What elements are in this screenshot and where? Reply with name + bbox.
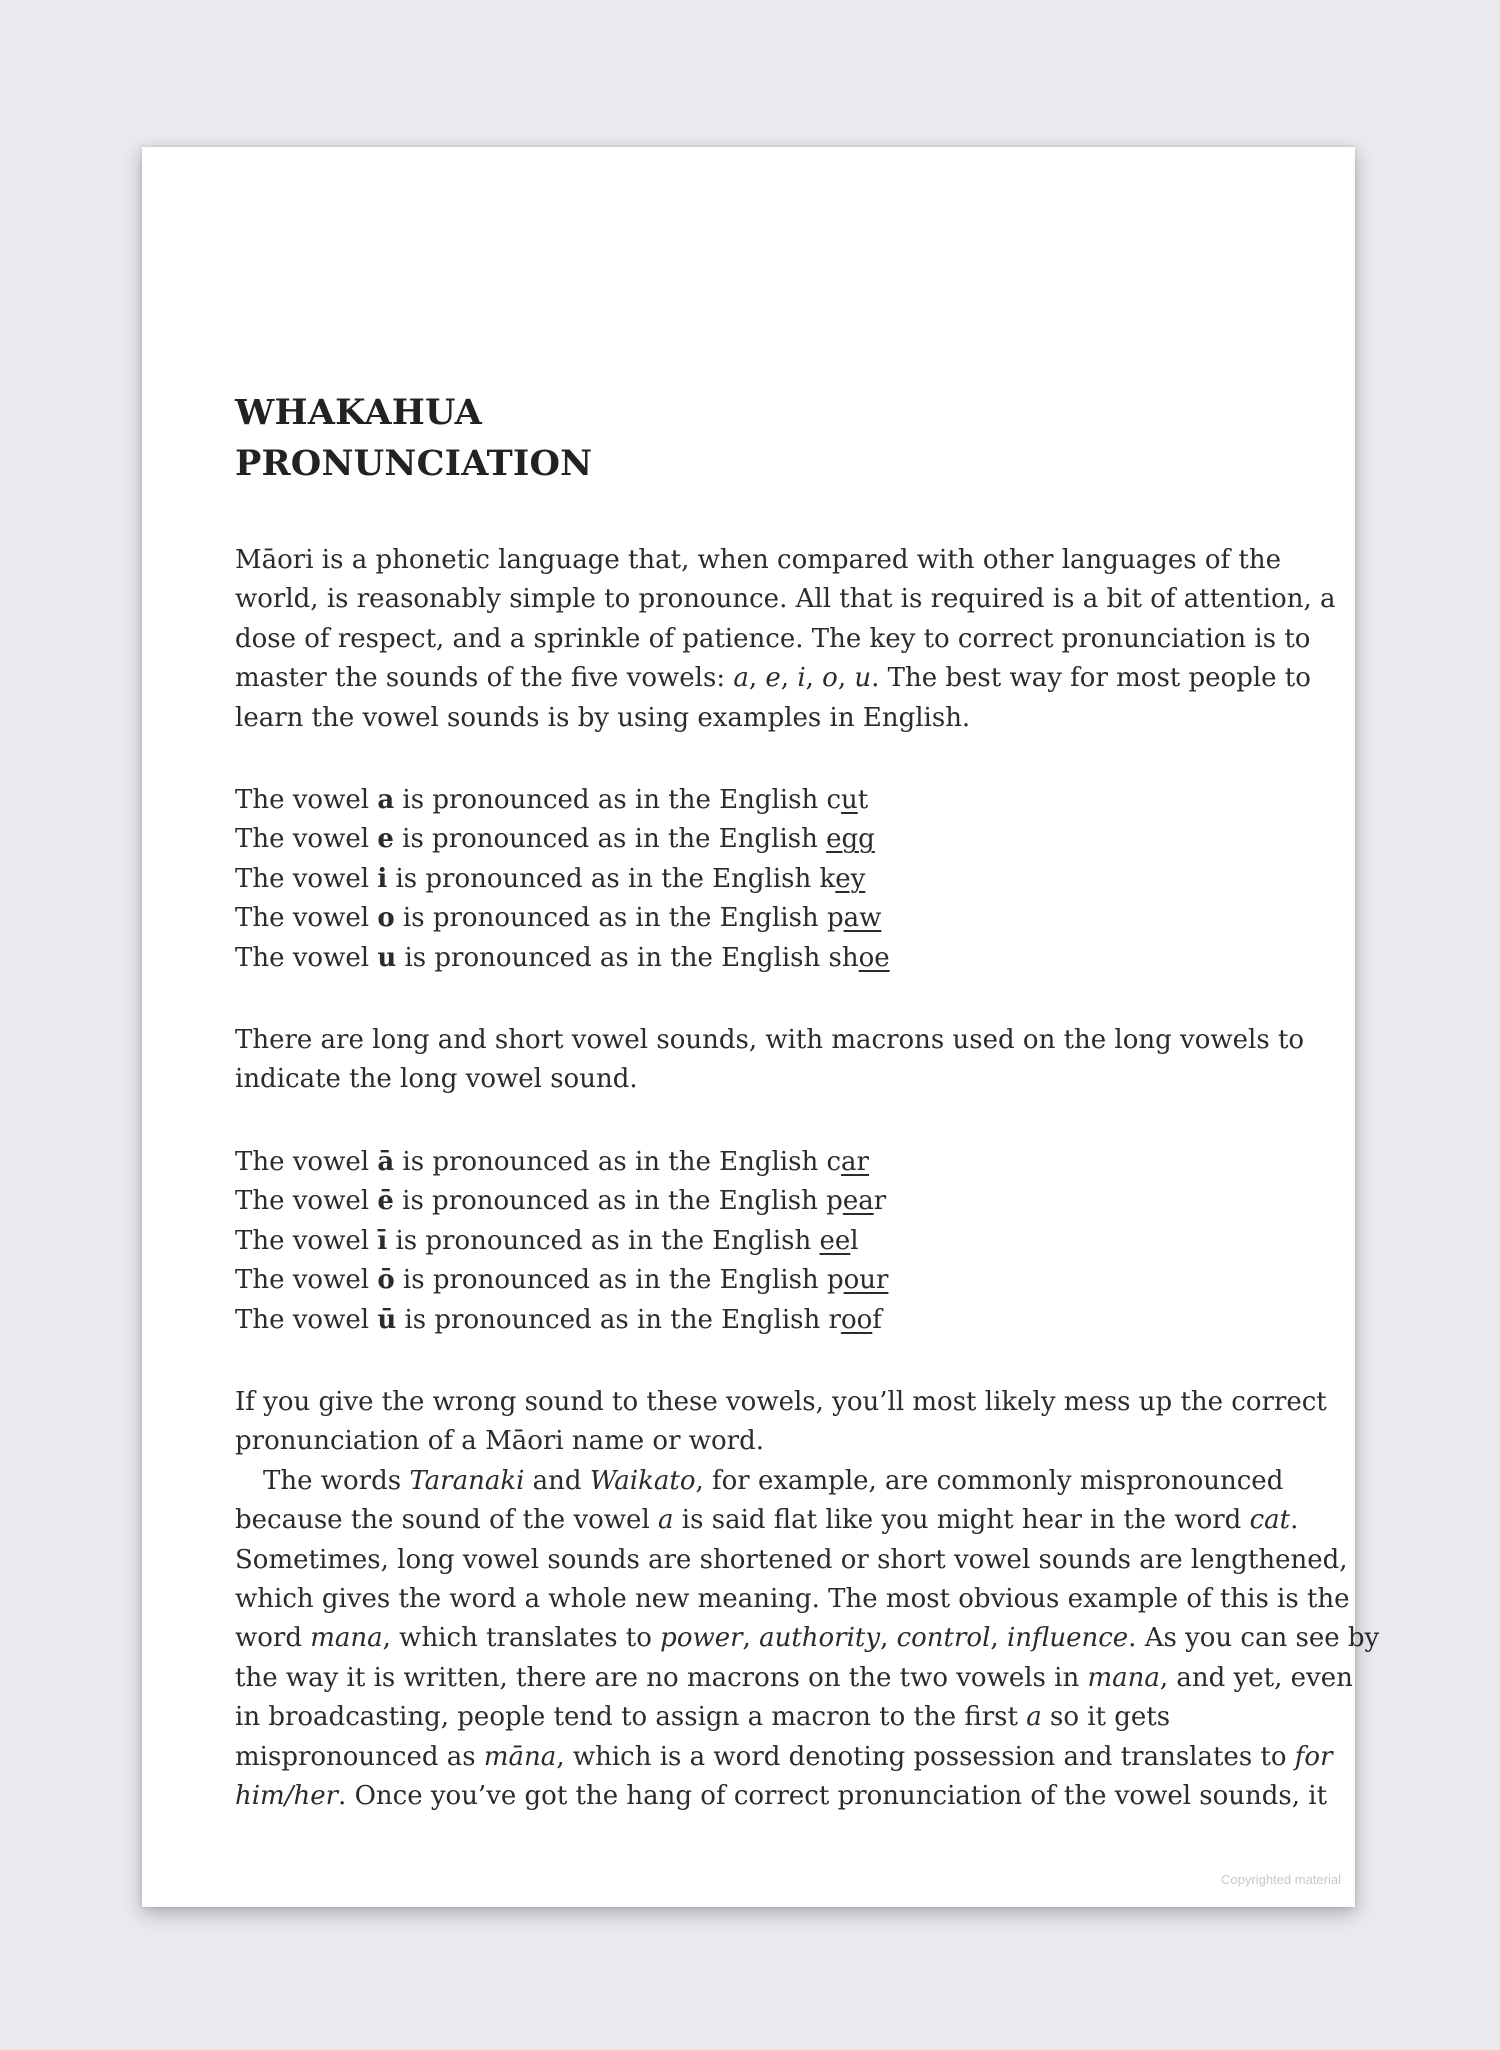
text-span: word [235, 1623, 311, 1654]
text-span: . The best way for most people to [871, 663, 1311, 694]
italic-word: control [896, 1623, 991, 1654]
text-span: is pronounced as in the English [393, 1186, 827, 1217]
text-line: Sometimes, long vowel sounds are shortened or short vowel sounds are lengthened, [235, 1544, 1348, 1575]
example-prefix: k [819, 863, 836, 894]
example-underlined: ee [819, 1225, 851, 1256]
example-underlined: oe [858, 942, 890, 973]
italic-word: māna [483, 1741, 557, 1772]
long-vowel-list [235, 1143, 1265, 1340]
text-span: . [1290, 1505, 1299, 1536]
italic-word: for [1294, 1741, 1333, 1772]
text-span: The vowel [235, 1146, 378, 1177]
long-vowel-intro [235, 1021, 1305, 1100]
text-line: world, is reasonably simple to pronounce. All that is required is a bit of attention, a [235, 584, 1336, 615]
example-prefix: p [826, 1265, 844, 1296]
text-span: The vowel [235, 1304, 378, 1335]
text-span: , [880, 1623, 897, 1654]
page-title [235, 387, 1265, 489]
text-span: because the sound of the vowel [235, 1505, 659, 1536]
text-span: The vowel [235, 942, 378, 973]
italic-word: influence [1006, 1623, 1129, 1654]
vowel-line [235, 781, 1265, 820]
text-line: learn the vowel sounds is by using examples in English. [235, 702, 971, 733]
italic-word: Waikato [589, 1465, 696, 1496]
text-line: dose of respect, and a sprinkle of patience. The key to correct pronunciation is to [235, 623, 1311, 654]
text-span: mispronounced as [235, 1741, 484, 1772]
example-underlined: u [841, 785, 858, 816]
vowel-italic: u [854, 663, 872, 694]
text-span: . Once you’ve got the hang of correct pronunciation of the vowel sounds, it [338, 1780, 1328, 1811]
italic-word: him/her [235, 1780, 339, 1811]
italic-word: a [1026, 1702, 1042, 1733]
text-span: The vowel [235, 824, 378, 855]
example-prefix: r [828, 1304, 841, 1335]
copyright-watermark: Copyrighted material [1221, 1872, 1341, 1887]
text-span: The vowel [235, 1186, 378, 1217]
vowel-bold: a [377, 785, 395, 816]
italic-word: Taranaki [409, 1465, 525, 1496]
text-line [235, 1777, 1328, 1816]
text-span: is pronounced as in the English [394, 1265, 827, 1296]
text-span: is pronounced as in the English [387, 863, 820, 894]
text-span: in broadcasting, people tend to assign a macron to the first [235, 1702, 1027, 1733]
closing-paragraphs [235, 1383, 1380, 1816]
text-span: is pronounced as in the English [394, 1146, 827, 1177]
text-line: There are long and short vowel sounds, with macrons used on the long vowels to [235, 1025, 1305, 1056]
text-line: which gives the word a whole new meaning. The most obvious example of this is the [235, 1583, 1350, 1614]
text-span: The vowel [235, 1265, 378, 1296]
vowel-line [235, 899, 1265, 938]
vowel-line [235, 1222, 1265, 1261]
title-line-2: PRONUNCIATION [235, 443, 593, 484]
text-span: is said flat like you might hear in the word [673, 1505, 1250, 1536]
example-underlined: our [843, 1265, 889, 1296]
text-line: indicate the long vowel sound. [235, 1064, 638, 1095]
book-page [142, 147, 1380, 1907]
example-prefix: c [826, 1146, 842, 1177]
example-underlined: ea [842, 1186, 874, 1217]
text-span: The vowel [235, 903, 378, 934]
example-underlined: ar [841, 1146, 869, 1177]
text-line [235, 1462, 1284, 1501]
vowel-bold: o [377, 903, 395, 934]
text-line: Māori is a phonetic language that, when compared with other languages of the [235, 545, 1281, 575]
page-content [235, 387, 1380, 1816]
vowel-bold: u [377, 942, 397, 973]
vowel-bold: ē [377, 1186, 394, 1217]
italic-word: mana [1087, 1662, 1160, 1693]
vowel-line [235, 1143, 1265, 1182]
vowel-italic: e [765, 663, 781, 694]
text-span: . As you can see by [1128, 1623, 1380, 1654]
text-span: is pronounced as in the English [393, 824, 827, 855]
text-span: , [990, 1623, 1007, 1654]
short-vowel-list [235, 781, 1265, 978]
intro-paragraph [235, 541, 1336, 738]
example-prefix: p [826, 903, 844, 934]
text-span: is pronounced as in the English [396, 942, 829, 973]
text-line [235, 1501, 1299, 1540]
text-span: is pronounced as in the English [387, 1225, 820, 1256]
text-span: and [524, 1465, 590, 1496]
vowel-line [235, 1261, 1265, 1300]
example-suffix: f [872, 1304, 882, 1335]
text-span: so it gets [1041, 1702, 1171, 1733]
vowel-italic: o [822, 663, 838, 694]
vowel-line [235, 860, 1265, 899]
vowel-bold: ī [377, 1225, 388, 1256]
vowel-line [235, 1301, 1265, 1340]
text-span: , which translates to [382, 1623, 661, 1654]
text-line [235, 1698, 1265, 1737]
italic-word: a [658, 1505, 674, 1536]
vowel-bold: ū [377, 1304, 397, 1335]
example-suffix: r [873, 1186, 887, 1217]
example-underlined: egg [826, 824, 875, 855]
italic-word: cat [1249, 1505, 1291, 1536]
example-prefix: c [826, 785, 842, 816]
example-prefix: sh [828, 942, 859, 973]
italic-word: mana [310, 1623, 383, 1654]
text-span: is pronounced as in the English [394, 785, 827, 816]
text-line: pronunciation of a Māori name or word. [235, 1426, 765, 1457]
vowel-italic: i [797, 663, 806, 694]
text-span: The words [263, 1465, 410, 1496]
text-span: , and yet, even [1159, 1662, 1353, 1693]
vowel-italic: a [733, 663, 749, 694]
text-span: , which is a word denoting possession and translates to [556, 1741, 1295, 1772]
vowel-line [235, 820, 1265, 859]
text-span: is pronounced as in the English [396, 1304, 829, 1335]
italic-word: authority [759, 1623, 881, 1654]
text-span: the way it is written, there are no macrons on the two vowels in [235, 1662, 1088, 1693]
example-underlined: ey [835, 863, 866, 894]
vowel-line [235, 1182, 1265, 1221]
vowel-line [235, 939, 1265, 978]
italic-word: power [660, 1623, 743, 1654]
title-line-1: WHAKAHUA [235, 392, 482, 433]
vowel-bold: ā [377, 1146, 395, 1177]
vowel-bold: i [377, 863, 388, 894]
vowel-bold: ō [377, 1265, 395, 1296]
vowel-bold: e [377, 824, 394, 855]
text-line [235, 1738, 1333, 1777]
example-underlined: aw [843, 903, 882, 934]
text-span: , for example, are commonly mispronounced [695, 1465, 1284, 1496]
example-suffix: t [857, 785, 869, 816]
text-span: The vowel [235, 785, 378, 816]
text-span: The vowel [235, 1225, 378, 1256]
text-line [235, 1659, 1353, 1698]
example-underlined: oo [840, 1304, 873, 1335]
text-span: , [742, 1623, 760, 1654]
example-suffix: l [850, 1225, 859, 1256]
example-prefix: p [826, 1186, 843, 1217]
text-span: master the sounds of the five vowels: [235, 663, 734, 694]
text-line: If you give the wrong sound to these vowels, you’ll most likely mess up the correct [235, 1386, 1327, 1417]
text-line [235, 1619, 1380, 1658]
text-line: master the sounds of the five vowels: a, e, i, o, u. The best way for most people to [235, 663, 1311, 694]
text-span: is pronounced as in the English [394, 903, 827, 934]
text-span: The vowel [235, 863, 378, 894]
